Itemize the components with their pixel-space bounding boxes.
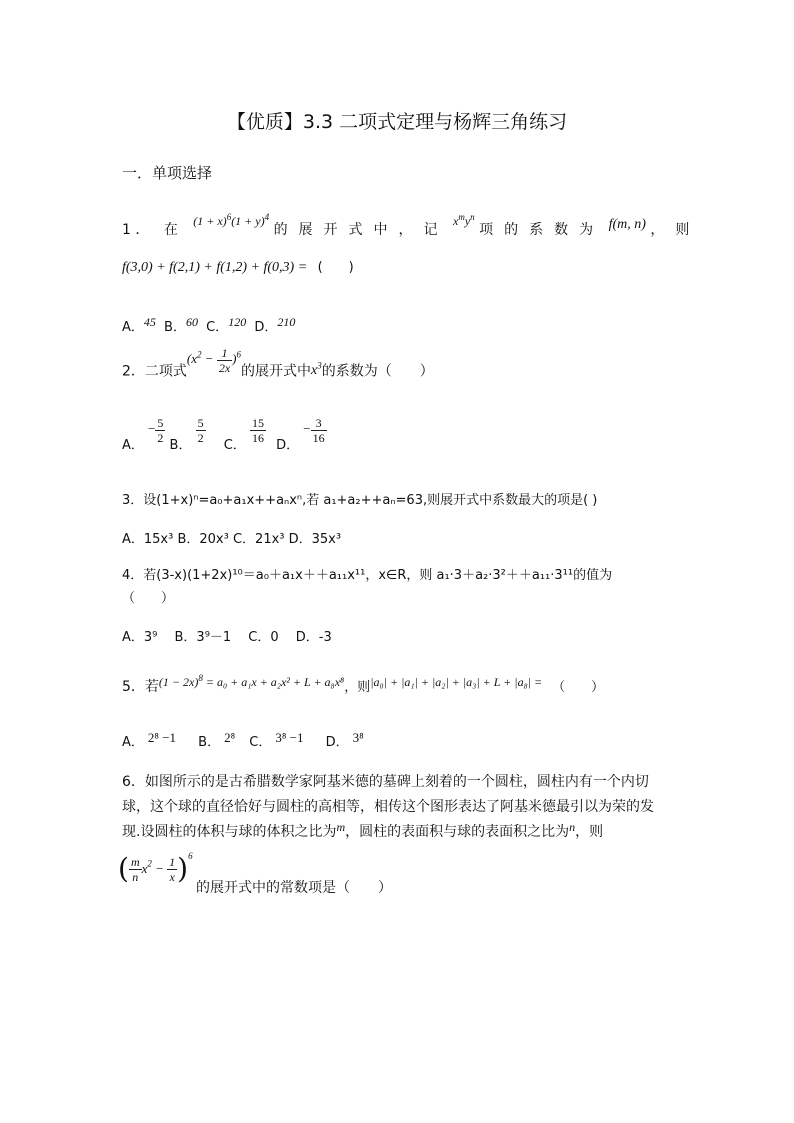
option-d-label: D．: [254, 320, 278, 335]
q1-sum-expression: f(3,0) + f(2,1) + f(1,2) + f(0,3) =: [122, 260, 308, 275]
q1-text-b: 的展开式中，记: [273, 222, 449, 238]
option-c-label: C．: [223, 438, 246, 453]
option-a-value: 45: [143, 315, 156, 329]
question-1-line-1: [122, 212, 701, 241]
q2-prefix: 2．二项式: [122, 363, 187, 380]
question-4-options: A．3⁹ B．3⁹－1 C．0 D．-3: [122, 630, 332, 645]
question-6-line-1: 6．如图所示的是古希腊数学家阿基米德的墓碑上刻着的一个圆柱，圆柱内有一个内切: [122, 774, 649, 790]
section-heading: 一．单项选择: [122, 164, 213, 182]
option-b-label: B．: [198, 735, 221, 750]
option-a-label: A．: [122, 438, 144, 453]
q6-binomial: ( $\frac{m}{n}$ $x^2$ − $\frac{1}{x}$ )$^6$: [118, 851, 193, 886]
option-d-label: D．: [276, 438, 300, 453]
question-1-options: [122, 316, 295, 335]
question-number: 1 ．: [122, 222, 150, 238]
option-a-label: A．: [122, 320, 144, 335]
option-d-value: − $\frac{3}{16}$: [303, 416, 325, 445]
q5-abs-sum: |a₀| + |a₁| + |a₂| + |a₃| + L + |a₈| =: [370, 675, 543, 689]
q6-m: m: [336, 820, 346, 834]
option-c-value: 120: [228, 315, 247, 329]
q1-text-c: 项的系数为: [479, 222, 605, 238]
question-4: 4．若(3-x)(1+2x)¹⁰＝a₀＋a₁x＋＋a₁₁x¹¹，x∈R，则 a₁·3＋a₂·3²＋＋a₁₁·3¹¹的值为: [122, 568, 613, 583]
question-6-line-3: 现.设圆柱的体积与球的体积之比为m，圆柱的表面积与球的表面积之比为n，则: [122, 820, 604, 840]
q1-text-a: 在: [163, 222, 189, 238]
q1-expression: $(1 + x)^6(1 + y)^4$: [193, 212, 270, 228]
q1-term: $x^my^n$: [453, 212, 475, 228]
question-2: [122, 346, 434, 387]
answer-blank: ( ): [317, 260, 354, 275]
option-b-value: 2⁸: [224, 730, 236, 745]
option-a-value: 2⁸ −1: [147, 730, 177, 745]
answer-blank: （ ）: [122, 591, 175, 606]
option-b-value: 60: [185, 315, 198, 329]
q5-expansion: $(1 - 2x)^8 = a_0 + a_1x + a_2x^2 + L + a_8x^8$: [158, 673, 345, 689]
option-c-label: C．: [249, 735, 272, 750]
question-2-options: [122, 416, 327, 453]
q2-middle: 的展开式中: [240, 363, 311, 380]
option-a-value: − $\frac{5}{2}$: [148, 416, 164, 445]
answer-blank: （ ）: [552, 680, 605, 695]
question-6-line-2: 球，这个球的直径恰好与圆柱的高相等，相传这个图形表达了阿基米德最引以为荣的发: [122, 799, 654, 815]
option-c-value: 3⁸ −1: [275, 730, 304, 745]
q6-n: n: [569, 820, 576, 834]
option-c-value: $\frac{15}{16}$: [251, 416, 264, 445]
q1-function: f(m, n): [608, 217, 646, 232]
page-title: 【优质】3.3 二项式定理与杨辉三角练习: [226, 111, 568, 133]
option-d-value: 210: [277, 315, 296, 329]
question-6-suffix: 的展开式中的常数项是（ ）: [196, 880, 392, 896]
question-5: [122, 673, 605, 698]
question-3: 3．设(1+x)ⁿ=a₀+a₁x++aₙxⁿ,若 a₁+a₂++aₙ=63,则展开式中系数最大的项是( ): [122, 493, 598, 508]
option-b-value: $\frac{5}{2}$: [197, 416, 204, 445]
q1-text-d: ，则: [650, 222, 701, 238]
question-5-options: [122, 731, 364, 750]
question-3-options: A．15x³ B．20x³ C．21x³ D．35x³: [122, 532, 342, 547]
question-1-line-2: [122, 257, 354, 278]
q2-x-cubed: $x^3$: [310, 360, 322, 379]
q2-binomial: ($x^2$ − $\frac{1}{2x}$ )$^6$: [186, 346, 241, 375]
option-a-label: A．: [122, 735, 144, 750]
question-6-expression: [118, 851, 193, 886]
q2-suffix: 的系数为（ ）: [321, 363, 434, 380]
q5-then: ，则: [344, 680, 371, 695]
option-c-label: C．: [206, 320, 229, 335]
q5-prefix: 5．若: [122, 679, 159, 695]
option-d-label: D．: [325, 735, 349, 750]
option-b-label: B．: [164, 320, 186, 335]
option-d-value: 3⁸: [352, 730, 364, 745]
option-b-label: B．: [169, 438, 192, 453]
